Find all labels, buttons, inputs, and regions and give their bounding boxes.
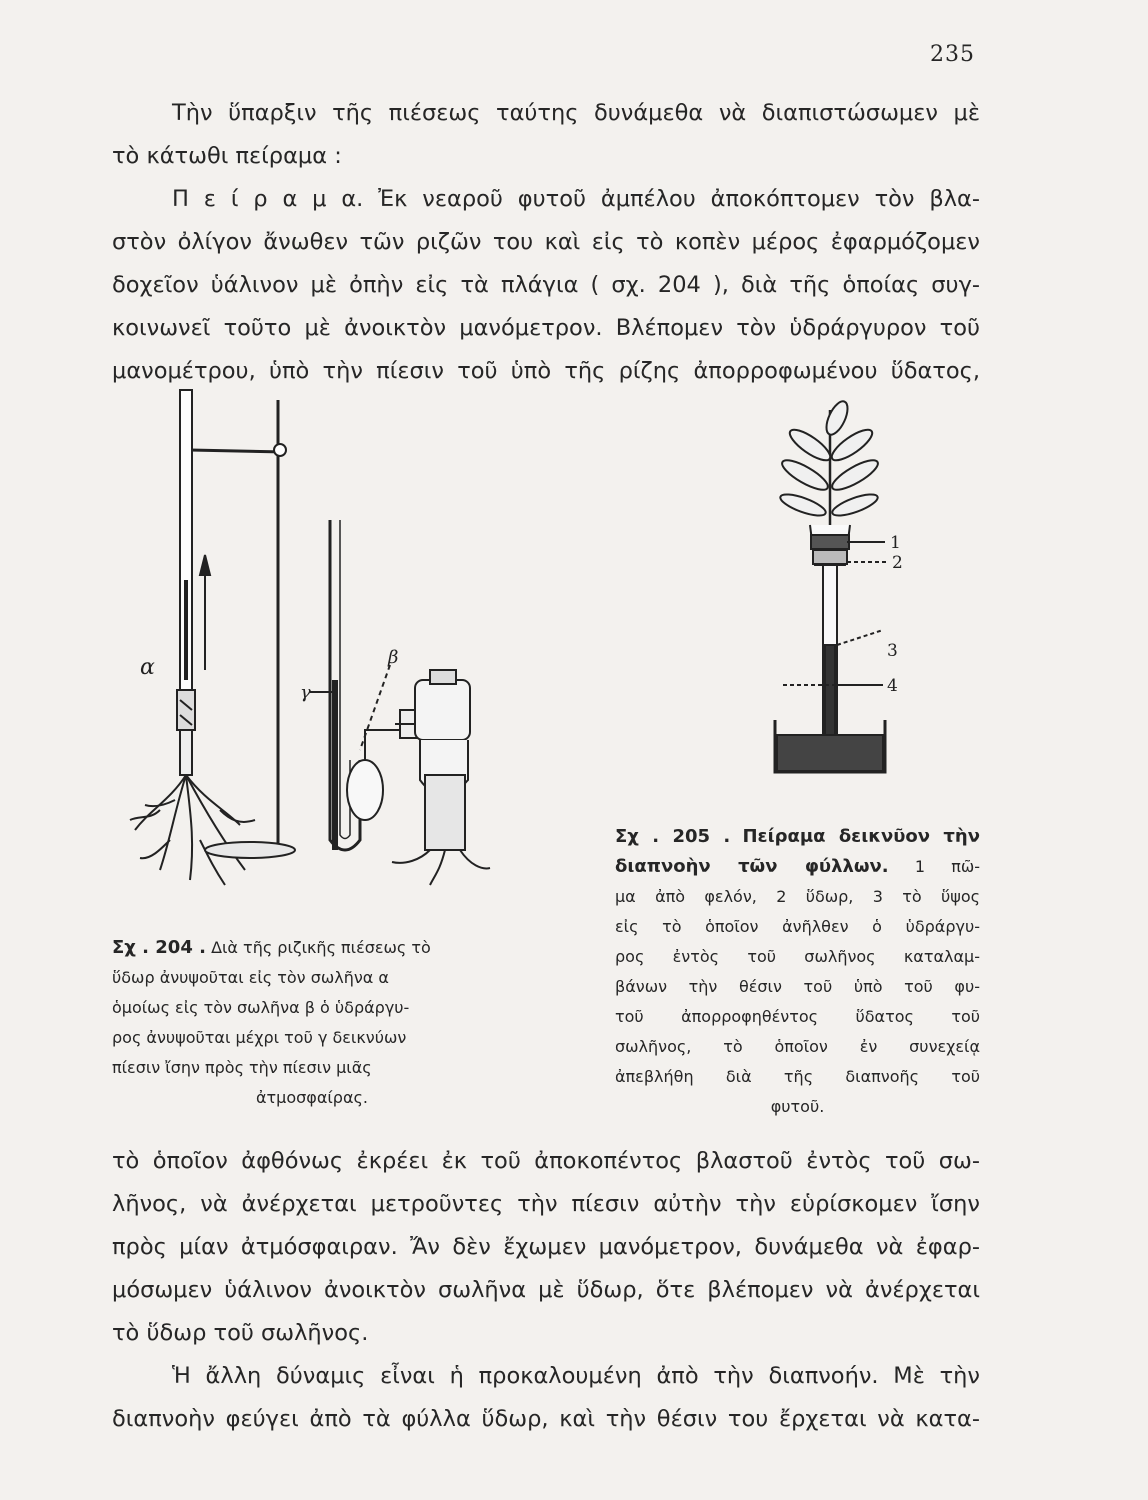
label-1: 1	[890, 533, 901, 553]
label-4: 4	[887, 676, 898, 696]
label-2: 2	[892, 553, 903, 573]
figure-205-caption-line-6: βάνων τὴν θέσιν τοῦ ὑπὸ τοῦ φυ-	[615, 977, 980, 996]
label-alpha: α	[140, 655, 155, 680]
figure-205-illustration	[755, 390, 955, 810]
label-3: 3	[887, 641, 898, 661]
leafy-shoot	[778, 398, 881, 540]
page-number: 235	[930, 42, 975, 67]
figure-204-caption-line-1: Διὰ τῆς ριζικῆς πιέσεως τὸ	[211, 938, 431, 957]
plant-stem	[180, 730, 192, 775]
figure-205-caption-line-4: εἰς τὸ ὁποῖον ἀνῆλθεν ὁ ὑδράργυ-	[615, 917, 980, 936]
continuation-line-4: μόσωμεν ὑάλινον ἀνοικτὸν σωλῆνα μὲ ὕδωρ, ὅτε βλέπομεν νὰ ἀνέρχεται	[112, 1277, 980, 1303]
roots	[130, 775, 255, 885]
experiment-line-2: στὸν ὀλίγον ἄνωθεν τῶν ριζῶν του καὶ εἰς τὸ κοπὲν μέρος ἐφαρμόζομεν	[112, 229, 980, 255]
label-beta: β	[388, 647, 399, 668]
figure-205-title-line-1: Πείραμα δεικνῦον τὴν	[742, 826, 980, 847]
figure-204-caption-line-5: πίεσιν ἴσην πρὸς τὴν πίεσιν μιᾶς	[112, 1058, 372, 1077]
figure-205-caption-line-8: σωλῆνος, τὸ ὁποῖον ἐν συνεχείᾳ	[615, 1037, 980, 1056]
clamp-arm	[190, 450, 285, 452]
figure-204-caption-line-6: ἀτμοσφαίρας.	[256, 1088, 368, 1107]
figure-205-title-line-2: διαπνοὴν τῶν φύλλων.	[615, 856, 889, 877]
figure-205-label: Σχ . 205 .	[615, 826, 731, 847]
figure-205-caption-line-3: μα ἀπὸ φελόν, 2 ὕδωρ, 3 τὸ ὕψος	[615, 887, 980, 906]
cork	[811, 535, 849, 549]
continuation-line-5: τὸ ὕδωρ τοῦ σωλῆνος.	[112, 1320, 369, 1346]
label-gamma: γ	[300, 682, 311, 703]
figure-204-label: Σχ . 204 .	[112, 937, 206, 958]
figure-205-caption	[615, 822, 980, 1122]
figure-205-caption-line-10: φυτοῦ.	[770, 1097, 825, 1116]
figure-204-caption-line-3: ὁμοίως εἰς τὸν σωλῆνα β ὁ ὑδράργυ-	[112, 998, 410, 1017]
continuation-line-2: λῆνος, νὰ ἀνέρχεται μετροῦντες τὴν πίεσιν αὐτὴν τὴν εὑρίσκομεν ἴσην	[112, 1191, 980, 1217]
stand-base	[205, 842, 295, 858]
transpiration-line-2: διαπνοὴν φεύγει ἀπὸ τὰ φύλλα ὕδωρ, καὶ τὴν θέσιν του ἔρχεται νὰ κατα-	[112, 1406, 980, 1432]
paragraph-intro-line-2: τὸ κάτωθι πείραμα :	[112, 143, 342, 169]
figure-205-caption-line-2-tail: 1 πῶ-	[914, 857, 980, 876]
figure-204-caption-line-2: ὕδωρ ἀνυψοῦται εἰς τὸν σωλῆνα α	[112, 968, 389, 987]
clamp-knob	[274, 444, 286, 456]
figure-204-caption-line-4: ρος ἀνυψοῦται μέχρι τοῦ γ δεικνύων	[112, 1028, 407, 1047]
continuation-line-3: πρὸς μίαν ἀτμόσφαιραν. Ἄν δὲν ἔχωμεν μανόμετρον, δυνάμεθα νὰ ἐφαρ-	[112, 1234, 980, 1260]
figure-205-caption-line-9: ἀπεβλήθη διὰ τῆς διαπνοῆς τοῦ	[615, 1067, 980, 1086]
figure-205-caption-line-7: τοῦ ἀπορροφηθέντος ὕδατος τοῦ	[615, 1007, 980, 1026]
glass-vessel	[415, 680, 470, 740]
manometer-bulb	[347, 760, 383, 820]
experiment-line-5: μανομέτρου, ὑπὸ τὴν πίεσιν τοῦ ὑπὸ τῆς ρίζης ἀπορροφωμένου ὕδατος,	[112, 358, 980, 384]
paragraph-intro-line-1: Τὴν ὕπαρξιν τῆς πιέσεως ταύτης δυνάμεθα νὰ διαπιστώσωμεν μὲ	[172, 100, 980, 126]
figure-205-caption-line-5: ρος ἐντὸς τοῦ σωλῆνος καταλαμ-	[615, 947, 980, 966]
figure-204-illustration	[130, 380, 510, 900]
water-layer	[813, 550, 847, 564]
experiment-line-4: κοινωνεῖ τοῦτο μὲ ἀνοικτὸν μανόμετρον. Βλέπομεν τὸν ὑδράργυρον τοῦ	[112, 315, 980, 341]
continuation-line-1: τὸ ὁποῖον ἀφθόνως ἐκρέει ἐκ τοῦ ἀποκοπέντος βλαστοῦ ἐντὸς τοῦ σω-	[112, 1148, 980, 1174]
figure-204-caption	[112, 933, 512, 1113]
experiment-line-1: Π ε ί ρ α μ α. Ἐκ νεαροῦ φυτοῦ ἀμπέλου ἀποκόπτομεν τὸν βλα-	[172, 186, 980, 212]
experiment-line-3: δοχεῖον ὑάλινον μὲ ὀπὴν εἰς τὰ πλάγια ( σχ. 204 ), διὰ τῆς ὁποίας συγ-	[112, 272, 980, 298]
transpiration-line-1: Ἡ ἄλλη δύναμις εἶναι ἡ προκαλουμένη ἀπὸ τὴν διαπνοήν. Μὲ τὴν	[172, 1363, 980, 1389]
